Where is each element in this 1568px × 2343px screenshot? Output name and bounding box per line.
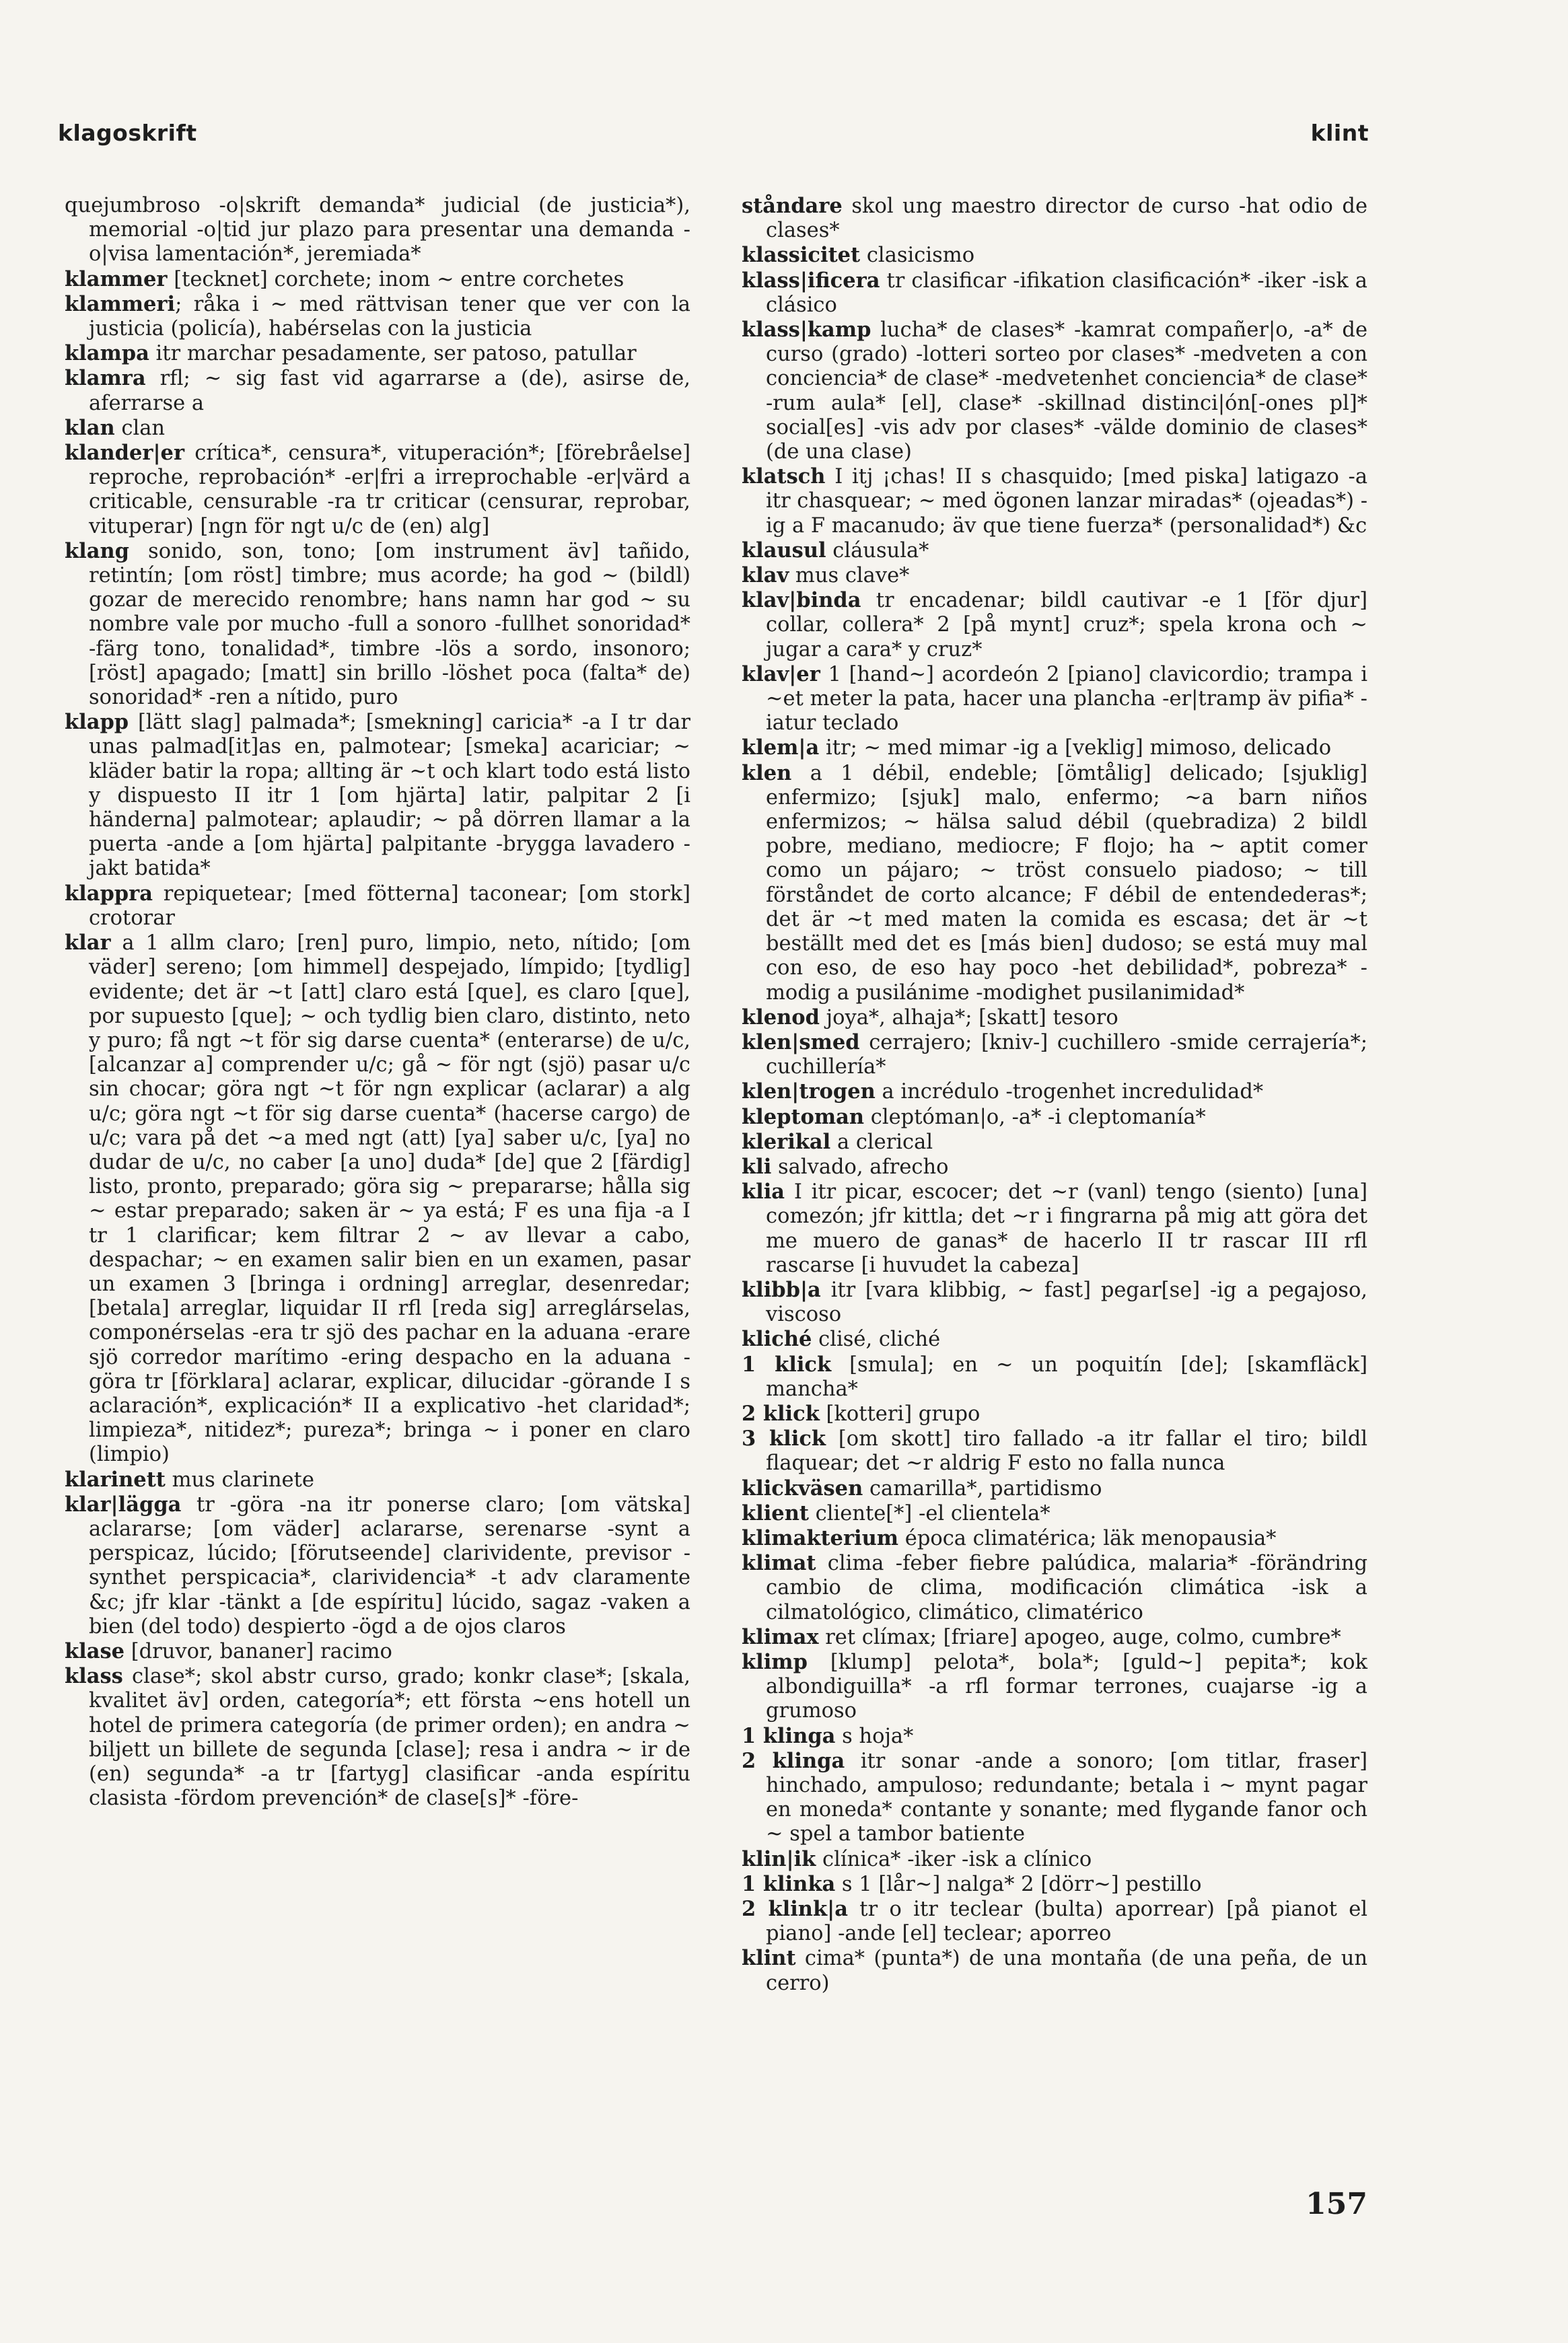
dictionary-entry: klibb|a itr [vara klibbig, ~ fast] pegar[se] -ig a pegajoso, viscoso	[742, 1277, 1367, 1327]
dictionary-entry: klausul cláusula*	[742, 538, 929, 563]
dictionary-entry: 1 klinka s 1 [lår~] nalga* 2 [dörr~] pestillo	[742, 1871, 1202, 1896]
dictionary-entry: klammeri; råka i ~ med rättvisan tener que ver con la justicia (policía), habérselas con la justicia	[65, 291, 690, 341]
dictionary-entry: klerikal a clerical	[742, 1129, 933, 1154]
dictionary-entry: klin|ik clínica* -iker -isk a clínico	[742, 1846, 1092, 1871]
dictionary-entry: klander|er crítica*, censura*, vituperación*; [förebråelse] reproche, reprobación* -er|fri a irreprochable -er|värd a criticable, censurable -ra tr criticar (censurar, reprobar, vituperar) [ngn för ngt u/c de (en) alg]	[65, 441, 690, 538]
dictionary-entry: 2 klick [kotteri] grupo	[742, 1401, 981, 1426]
left-column	[65, 194, 690, 1811]
dictionary-entry: klass clase*; skol abstr curso, grado; konkr clase*; [skala, kvalitet äv] orden, categoría*; ett första ~ens hotell un hotel de primera categoría (de primer orden); en andra ~ biljett un billete de segunda [clase]; resa i andra ~ ir de (en) segunda* -a tr [fartyg] clasificar -anda espíritu clasista -fördom prevención* de clase[s]* -före-	[65, 1664, 690, 1811]
dictionary-entry: klass|ificera tr clasificar -ifikation clasificación* -iker -isk a clásico	[742, 268, 1367, 317]
dictionary-entry: klimat clima -feber fiebre palúdica, malaria* -förändring cambio de clima, modificación climática -isk a cilmatológico, climático, climatérico	[742, 1551, 1367, 1624]
running-head-first-entry: klagoskrift	[58, 120, 197, 146]
dictionary-entry: quejumbroso -o|skrift demanda* judicial (de justicia*), memorial -o|tid jur plazo para presentar una demanda -o|visa lamentación*, jeremiada*	[65, 194, 690, 266]
dictionary-entry: klav|binda tr encadenar; bildl cautivar -e 1 [för djur] collar, collera* 2 [på mynt] cruz*; spela krona och ~ jugar a cara* y cruz*	[742, 588, 1367, 661]
dictionary-entry: klang sonido, son, tono; [om instrument äv] tañido, retintín; [om röst] timbre; mus acorde; ha god ~ (bildl) gozar de merecido renombre; hans namn har god ~ su nombre vale por mucho -full a sonoro -fullhet sonoridad* -färg tono, tonalidad*, timbre -lös a sordo, insonoro; [röst] apagado; [matt] sin brillo -löshet poca (falta* de) sonoridad* -ren a nítido, puro	[65, 538, 690, 710]
dictionary-entry: klassicitet clasicismo	[742, 243, 975, 268]
dictionary-entry: 2 klink|a tr o itr teclear (bulta) aporrear) [på pianot el piano] -ande [el] teclear; aporreo	[742, 1897, 1368, 1946]
dictionary-entry: klammer [tecknet] corchete; inom ~ entre corchetes	[65, 266, 625, 291]
dictionary-entry: 3 klick [om skott] tiro fallado -a itr fallar el tiro; bildl flaquear; det ~r aldrig F esto no falla nunca	[742, 1427, 1367, 1476]
dictionary-entry: klatsch I itj ¡chas! II s chasquido; [med piska] latigazo -a itr chasquear; ~ med ögonen lanzar miradas* (ojeadas*) -ig a F macanudo; äv que tiene fuerza* (personalidad*) &c	[742, 464, 1367, 538]
dictionary-entry: kli salvado, afrecho	[742, 1154, 949, 1179]
dictionary-entry: 2 klinga itr sonar -ande a sonoro; [om titlar, fraser] hinchado, ampuloso; redundante; betala i ~ mynt pagar en moneda* contante y sonante; med flygande fanor och ~ spel a tambor batiente	[742, 1748, 1367, 1846]
running-head-last-entry: klint	[1310, 120, 1369, 146]
dictionary-entry: klint cima* (punta*) de una montaña (de una peña, de un cerro)	[742, 1946, 1367, 1995]
page-number: 157	[1306, 2187, 1367, 2221]
dictionary-entry: ståndare skol ung maestro director de curso -hat odio de clases*	[742, 194, 1367, 243]
dictionary-entry: klem|a itr; ~ med mimar -ig a [veklig] mimoso, delicado	[742, 735, 1332, 760]
dictionary-entry: klen|trogen a incrédulo -trogenhet incredulidad*	[742, 1079, 1264, 1104]
dictionary-entry: klan clan	[65, 415, 166, 440]
dictionary-entry: klar|lägga tr -göra -na itr ponerse claro; [om vätska] aclararse; [om väder] aclararse, serenarse -synt a perspicaz, lúcido; [förutseende] clarividente, previsor -synthet perspicacia*, clarividencia* -t adv claramente &c; jfr klar -tänkt a [de espíritu] lúcido, sagaz -vaken a bien (del todo) despierto -ögd a de ojos claros	[65, 1492, 690, 1638]
dictionary-entry: klenod joya*, alhaja*; [skatt] tesoro	[742, 1005, 1118, 1030]
dictionary-entry: klappra repiquetear; [med fötterna] taconear; [om stork] crotorar	[65, 881, 690, 930]
dictionary-entry: klimp [klump] pelota*, bola*; [guld~] pepita*; kok albondiguilla* -a rfl formar terrones, cuajarse -ig a grumoso	[742, 1649, 1367, 1723]
dictionary-entry: klav|er 1 [hand~] acordeón 2 [piano] clavicordio; trampa i ~et meter la pata, hacer una plancha -er|tramp äv pifia* -iatur teclado	[742, 661, 1367, 735]
dictionary-entry: klia I itr picar, escocer; det ~r (vanl) tengo (siento) [una] comezón; jfr kittla; det ~r i fingrarna på mig att göra det me muero de ganas* de hacerlo II tr rascar III rfl rascarse [i huvudet la cabeza]	[742, 1180, 1367, 1277]
dictionary-entry: kliché clisé, cliché	[742, 1327, 941, 1352]
dictionary-entry: klampa itr marchar pesadamente, ser patoso, patullar	[65, 341, 637, 366]
dictionary-entry: klimakterium época climatérica; läk menopausia*	[742, 1525, 1277, 1550]
dictionary-entry: klamra rfl; ~ sig fast vid agarrarse a (de), asirse de, aferrarse a	[65, 366, 690, 415]
dictionary-entry: klen a 1 débil, endeble; [ömtålig] delicado; [sjuklig] enfermizo; [sjuk] malo, enfermo; ~a barn niños enfermizos; ~ hälsa salud débil (quebradiza) 2 bildl pobre, mediano, mediocre; F flojo; ha ~ aptit comer como un pájaro; ~ tröst consuelo piadoso; ~ till förståndet de corto alcance; F débil de entendederas*; det är ~t med maten la comida es escasa; det är ~t beställt med det es [más bien] dudoso; se está muy mal con eso, de eso hay poco -het debilidad*, pobreza* -modig a pusilánime -modighet pusilanimidad*	[742, 760, 1367, 1005]
right-column	[742, 194, 1367, 1996]
dictionary-entry: kleptoman cleptóman|o, -a* -i cleptomanía*	[742, 1104, 1206, 1129]
dictionary-entry: klarinett mus clarinete	[65, 1467, 314, 1492]
dictionary-entry: klass|kamp lucha* de clases* -kamrat compañer|o, -a* de curso (grado) -lotteri sorteo por clases* -medveten a con conciencia* de clase* -medvetenhet conciencia* de clase* -rum aula* [el], clase* -skillnad distinci|ón[-ones pl]* social[es] -vis adv por clases* -välde dominio de clases* (de una clase)	[742, 318, 1367, 464]
dictionary-entry: klar a 1 allm claro; [ren] puro, limpio, neto, nítido; [om väder] sereno; [om himmel] despejado, límpido; [tydlig] evidente; det är ~t [att] claro está [que], es claro [que], por supuesto [que]; ~ och tydlig bien claro, distinto, neto y puro; få ngt ~t för sig darse cuenta* (enterarse) de u/c, [alcanzar a] comprender u/c; gå ~ för ngt (sjö) pasar u/c sin chocar; göra ngt ~t för ngn explicar (aclarar) a alg u/c; göra ngt ~t för sig darse cuenta* (hacerse cargo) de u/c; vara på det ~a med ngt (att) [ya] saber u/c, [ya] no dudar de u/c, no caber [a uno] duda* [de] que 2 [färdig] listo, pronto, preparado; göra sig ~ prepararse; hålla sig ~ estar preparado; saken är ~ ya está; F es una fija -a I tr 1 clarificar; kem filtrar 2 ~ av llevar a cabo, despachar; ~ en examen salir bien en un examen, pasar un examen 3 [bringa i ordning] arreglar, desenredar; [betala] arreglar, liquidar II rfl [reda sig] arreglárselas, componérselas -era tr sjö des pachar en la aduana -erare sjö corredor marítimo -ering despacho en la aduana -göra tr [förklara] aclarar, explicar, dilucidar -görande I s aclaración*, explicación* II a explicativo -het claridad*; limpieza*, nitidez*; pureza*; bringa ~ i poner en claro (limpio)	[65, 931, 690, 1467]
dictionary-entry: 1 klick [smula]; en ~ un poquitín [de]; [skamfläck] mancha*	[742, 1352, 1367, 1401]
dictionary-entry: klimax ret clímax; [friare] apogeo, auge, colmo, cumbre*	[742, 1624, 1341, 1649]
dictionary-entry: klav mus clave*	[742, 563, 910, 588]
dictionary-entry: klase [druvor, bananer] racimo	[65, 1638, 392, 1663]
dictionary-entry: klickväsen camarilla*, partidismo	[742, 1476, 1102, 1501]
dictionary-entry: klen|smed cerrajero; [kniv-] cuchillero -smide cerrajería*; cuchillería*	[742, 1030, 1367, 1079]
dictionary-entry: 1 klinga s hoja*	[742, 1723, 914, 1748]
dictionary-entry: klient cliente[*] -el clientela*	[742, 1501, 1050, 1525]
dictionary-entry: klapp [lätt slag] palmada*; [smekning] caricia* -a I tr dar unas palmad[it]as en, palmotear; [smeka] acariciar; ~ kläder batir la ropa; allting är ~t och klart todo está listo y dispuesto II itr 1 [om hjärta] latir, palpitar 2 [i händerna] palmotear; aplaudir; ~ på dörren llamar a la puerta -ande a [om hjärta] palpitante -brygga lavadero -jakt batida*	[65, 710, 690, 881]
